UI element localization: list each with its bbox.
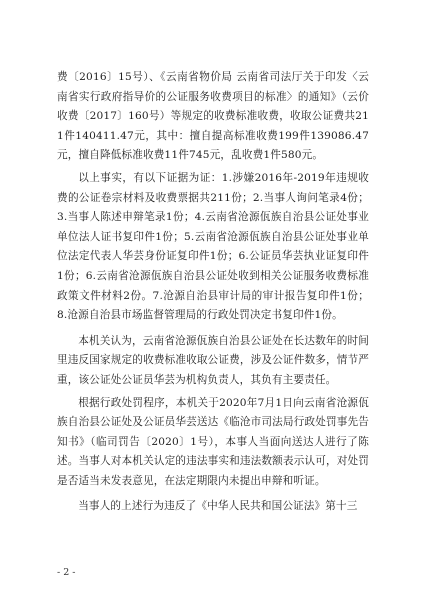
page-number: - 2 -: [57, 567, 76, 578]
paragraph-violation: 当事人的上述行为违反了《中华人民共和国公证法》第十三: [78, 500, 358, 513]
paragraph-finding: 本机关认为，云南省沧源佤族自治县公证处在长达数年的时间里违反国家规定的收费标准收取公证费，涉及公证件数多，情节严重，该公证处公证员华芸为机构负责人，其负有主要责任。: [57, 334, 369, 386]
paragraph-fee-details: 费〔2016〕15号）、《云南省物价局 云南省司法厅关于印发〈云南省实行政府指导价的公证服务收费项目的标准〉的通知》（云价收费〔2017〕160号）等规定的收费标准收费，收取公证费共211件140411.47元，其中：擅自提高标准收费199件139086.47元，擅自降低标准收费11件745元，乱收费1件580元。: [57, 71, 369, 162]
paragraph-procedure: 根据行政处罚程序，本机关于2020年7月1日向云南省沧源佤族自治县公证处及公证员华芸送达《临沧市司法局行政处罚事先告知书》（临司罚告〔2020〕1号），本事人当面向送达人进行了陈述。当事人对本机关认定的违法事实和违法数额表示认可，对处罚是否适当未发表意见，在法定期限内未提出申辩和听证。: [57, 396, 369, 487]
document-body: [57, 68, 369, 517]
paragraph-evidence: 以上事实，有以下证据为证：1.涉嫌2016年-2019年违规收费的公证卷宗材料及收费票据共211份；2.当事人询问笔录4份；3.当事人陈述申辩笔录1份；4.云南省沧源佤族自治县公证处事业单位法人证书复印件1份；5.云南省沧源佤族自治县公证处事业单位法定代表人华芸身份证复印件1份；6.公证员华芸执业证复印件1份；6.云南省沧源佤族自治县公证处收到相关公证服务收费标准政策文件材料2份。7.沧源自治县审计局的审计报告复印件1份；8.沧源自治县市场监督管理局的行政处罚决定书复印件1份。: [57, 171, 369, 322]
